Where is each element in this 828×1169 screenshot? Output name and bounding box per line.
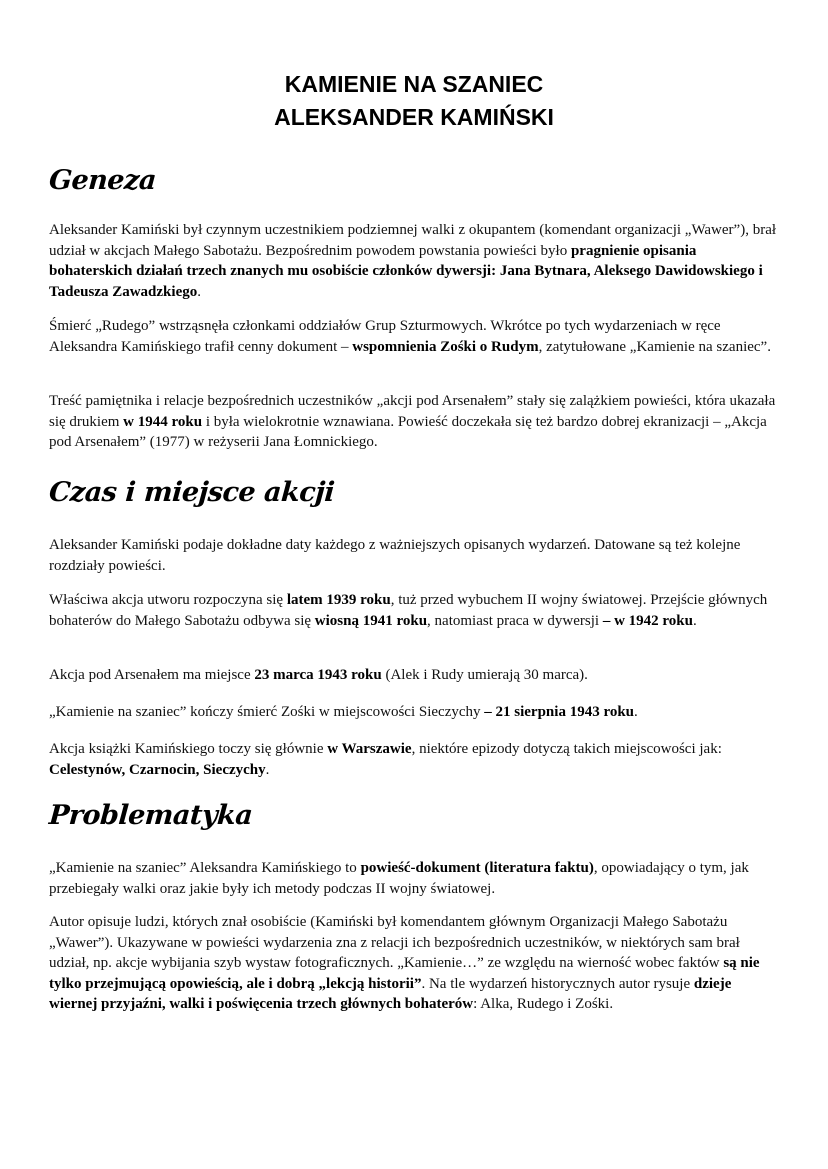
text-run: . (197, 283, 201, 300)
bold-text-run: pragnienie opisania bohaterskich działań trzech znanych mu osobiście członków dywersji: Jana Bytnara, Aleksego Dawidowskiego i Tadeusza Zawadzkiego (49, 242, 763, 300)
text-run: Akcja pod Arsenałem ma miejsce (49, 667, 255, 683)
text-run: i była wielokrotnie wznawiana. Powieść doczekała się też bardzo dobrej ekranizacji – „Akcja pod Arsenałem” (1977) w reżyserii Jana Łomnickiego. (49, 413, 767, 450)
paragraph (49, 665, 779, 686)
paragraph (49, 220, 779, 302)
text-run: Aleksander Kamiński był czynnym uczestnikiem podziemnej walki z okupantem (komendant organizacji „Wawer”), brał udział w akcjach Małego Sabotażu. Bezpośrednim powodem powstania powieści było (49, 222, 777, 259)
text-run: . (265, 761, 270, 778)
bold-text-run: powieść-dokument (literatura faktu) (360, 860, 594, 876)
bold-text-run: Celestynów, Czarnocin, Sieczychy (49, 761, 266, 778)
bold-text-run: 23 marca 1943 roku (254, 667, 382, 683)
text-run: Śmierć „Rudego” wstrząsnęła członkami oddziałów Grup Szturmowych. Wkrótce po tych wydarzeniach w ręce Aleksandra Kamińskiego trafił cenny dokument – (49, 318, 721, 355)
text-run: . (692, 612, 697, 629)
text-run: Akcja książki Kamińskiego toczy się głównie (49, 741, 328, 757)
text-run: : Alka, Rudego i Zośki. (473, 996, 614, 1012)
paragraph (49, 590, 779, 631)
bold-text-run: są nie tylko przejmującą opowieścią, ale i dobrą „lekcją historii” (49, 955, 760, 992)
text-run: . Na tle wydarzeń historycznych autor rysuje (421, 975, 694, 992)
paragraph (49, 912, 779, 1015)
text-run: , tuż przed wybuchem II wojny światowej. Przejście głównych bohaterów do Małego Sabotażu odbywa się (49, 592, 768, 629)
bold-text-run: wspomnienia Zośki o Rudym (352, 338, 539, 355)
text-run: (Alek i Rudy umierają 30 marca). (381, 667, 588, 683)
bold-text-run: w 1944 roku (123, 413, 203, 430)
text-run: Treść pamiętnika i relacje bezpośrednich uczestników „akcji pod Arsenałem” stały się zalążkiem powieści, która ukazała się drukiem (49, 393, 776, 430)
document-title-line-2: ALEKSANDER KAMIŃSKI (274, 104, 554, 130)
section-heading-geneza: Geneza (47, 165, 157, 196)
paragraph (49, 316, 779, 357)
text-run: Aleksander Kamiński podaje dokładne daty każdego z ważniejszych opisanych wydarzeń. Datowane są też kolejne rozdziały powieści. (49, 537, 741, 574)
section-heading-czas-i-miejsce-akcji: Czas i miejsce akcji (47, 477, 336, 508)
paragraph (49, 535, 779, 576)
paragraph (49, 858, 779, 899)
text-run: Autor opisuje ludzi, których znał osobiście (Kamiński był komendantem głównym Organizacji Małego Sabotażu „Wawer”). Ukazywane w powieści wydarzenia zna z relacji ich bezpośrednich uczestników, w niektórych sam brał udział, np. akcje wybijania szyb wystaw fotograficznych. „Kamienie…” ze względu na wierność wobec faktów (49, 914, 740, 971)
text-run: , niektóre epizody dotyczą takich miejscowości jak: (411, 741, 722, 757)
text-run: „Kamienie na szaniec” kończy śmierć Zośki w miejscowości Sieczychy (49, 704, 485, 720)
text-run: , opowiadający o tym, jak przebiegały walki oraz jakie były ich metody podczas II wojny światowej. (49, 860, 749, 897)
bold-text-run: w Warszawie (327, 741, 412, 757)
bold-text-run: – w 1942 roku (602, 612, 693, 629)
paragraph (49, 739, 779, 780)
section-heading-problematyka: Problematyka (47, 800, 254, 831)
paragraph (49, 391, 779, 453)
paragraph (49, 702, 779, 723)
bold-text-run: latem 1939 roku (286, 592, 391, 608)
text-run: , natomiast praca w dywersji (427, 612, 603, 629)
text-run: , zatytułowane „Kamienie na szaniec”. (538, 338, 771, 355)
document-title-line-1: KAMIENIE NA SZANIEC (284, 71, 544, 97)
bold-text-run: dzieje wiernej przyjaźni, walki i poświęcenia trzech głównych bohaterów (49, 975, 732, 1012)
text-run: „Kamienie na szaniec” Aleksandra Kamińskiego to (49, 860, 361, 876)
bold-text-run: – 21 sierpnia 1943 roku (484, 704, 635, 720)
text-run: Właściwa akcja utworu rozpoczyna się (49, 592, 287, 608)
bold-text-run: wiosną 1941 roku (314, 612, 428, 629)
text-run: . (634, 704, 638, 720)
